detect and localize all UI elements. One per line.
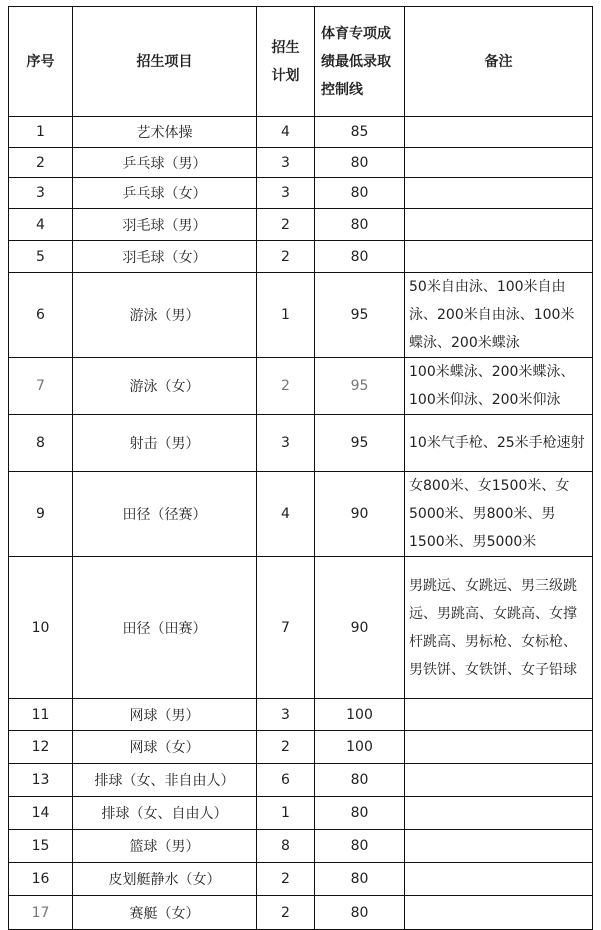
cell-score: 85 [315, 117, 405, 148]
cell-plan: 2 [257, 209, 315, 241]
cell-seq: 6 [9, 273, 73, 358]
cell-plan: 2 [257, 731, 315, 764]
cell-plan: 2 [257, 241, 315, 273]
cell-note [405, 797, 593, 830]
table-row [9, 797, 593, 830]
cell-plan: 3 [257, 699, 315, 731]
table-row [9, 148, 593, 178]
cell-seq: 11 [9, 699, 73, 731]
cell-score: 95 [315, 415, 405, 472]
table-row [9, 830, 593, 863]
cell-score: 90 [315, 472, 405, 557]
table-row [9, 557, 593, 699]
cell-seq: 7 [9, 358, 73, 415]
cell-seq: 12 [9, 731, 73, 764]
cell-seq: 2 [9, 148, 73, 178]
cell-plan: 4 [257, 472, 315, 557]
cell-score: 100 [315, 699, 405, 731]
cell-seq: 1 [9, 117, 73, 148]
header-project: 招生项目 [73, 7, 257, 117]
cell-seq: 17 [9, 896, 73, 930]
table-row [9, 764, 593, 797]
cell-seq: 4 [9, 209, 73, 241]
cell-note [405, 117, 593, 148]
cell-plan: 3 [257, 178, 315, 209]
cell-project: 乒乓球（女） [73, 178, 257, 209]
cell-note [405, 896, 593, 930]
cell-score: 80 [315, 797, 405, 830]
table-row [9, 358, 593, 415]
cell-plan: 6 [257, 764, 315, 797]
cell-project: 赛艇（女） [73, 896, 257, 930]
cell-project: 游泳（男） [73, 273, 257, 358]
cell-note [405, 148, 593, 178]
table-row [9, 415, 593, 472]
cell-score: 80 [315, 863, 405, 896]
header-note: 备注 [405, 7, 593, 117]
cell-project: 网球（女） [73, 731, 257, 764]
cell-plan: 3 [257, 148, 315, 178]
cell-score: 80 [315, 148, 405, 178]
cell-note: 女800米、女1500米、女5000米、男800米、男1500米、男5000米 [405, 472, 593, 557]
cell-project: 排球（女、自由人） [73, 797, 257, 830]
cell-score: 80 [315, 764, 405, 797]
cell-note [405, 764, 593, 797]
cell-plan: 2 [257, 358, 315, 415]
cell-note [405, 863, 593, 896]
cell-note: 10米气手枪、25米手枪速射 [405, 415, 593, 472]
cell-project: 艺术体操 [73, 117, 257, 148]
cell-seq: 14 [9, 797, 73, 830]
cell-project: 游泳（女） [73, 358, 257, 415]
cell-score: 80 [315, 178, 405, 209]
header-row [9, 7, 593, 117]
admission-table-container [8, 6, 593, 930]
cell-score: 95 [315, 273, 405, 358]
cell-plan: 4 [257, 117, 315, 148]
cell-project: 羽毛球（女） [73, 241, 257, 273]
cell-plan: 7 [257, 557, 315, 699]
cell-plan: 1 [257, 797, 315, 830]
cell-score: 90 [315, 557, 405, 699]
cell-project: 乒乓球（男） [73, 148, 257, 178]
cell-note [405, 731, 593, 764]
cell-seq: 10 [9, 557, 73, 699]
cell-project: 排球（女、非自由人） [73, 764, 257, 797]
cell-plan: 8 [257, 830, 315, 863]
cell-plan: 3 [257, 415, 315, 472]
cell-seq: 16 [9, 863, 73, 896]
header-plan: 招生计划 [257, 7, 315, 117]
cell-note [405, 241, 593, 273]
cell-seq: 15 [9, 830, 73, 863]
table-row [9, 896, 593, 930]
cell-note: 50米自由泳、100米自由泳、200米自由泳、100米蝶泳、200米蝶泳 [405, 273, 593, 358]
cell-score: 80 [315, 209, 405, 241]
table-row [9, 209, 593, 241]
cell-score: 80 [315, 241, 405, 273]
table-row [9, 699, 593, 731]
cell-seq: 13 [9, 764, 73, 797]
cell-score: 80 [315, 896, 405, 930]
table-row [9, 273, 593, 358]
cell-score: 100 [315, 731, 405, 764]
cell-plan: 1 [257, 273, 315, 358]
cell-seq: 5 [9, 241, 73, 273]
cell-note: 100米蝶泳、200米蝶泳、100米仰泳、200米仰泳 [405, 358, 593, 415]
cell-note [405, 830, 593, 863]
cell-score: 80 [315, 830, 405, 863]
cell-note [405, 699, 593, 731]
table-row [9, 241, 593, 273]
cell-score: 95 [315, 358, 405, 415]
table-row [9, 731, 593, 764]
table-row [9, 117, 593, 148]
cell-plan: 2 [257, 863, 315, 896]
header-seq: 序号 [9, 7, 73, 117]
cell-seq: 9 [9, 472, 73, 557]
cell-project: 射击（男） [73, 415, 257, 472]
cell-project: 篮球（男） [73, 830, 257, 863]
cell-note [405, 178, 593, 209]
cell-project: 田径（田赛） [73, 557, 257, 699]
cell-project: 羽毛球（男） [73, 209, 257, 241]
table-row [9, 178, 593, 209]
cell-plan: 2 [257, 896, 315, 930]
header-score: 体育专项成绩最低录取控制线 [315, 7, 405, 117]
cell-project: 网球（男） [73, 699, 257, 731]
cell-seq: 8 [9, 415, 73, 472]
cell-seq: 3 [9, 178, 73, 209]
cell-note [405, 209, 593, 241]
cell-project: 田径（径赛） [73, 472, 257, 557]
admission-table [8, 6, 593, 930]
cell-project: 皮划艇静水（女） [73, 863, 257, 896]
cell-note: 男跳远、女跳远、男三级跳远、男跳高、女跳高、女撑杆跳高、男标枪、女标枪、男铁饼、女铁饼、女子铅球 [405, 557, 593, 699]
table-row [9, 472, 593, 557]
table-row [9, 863, 593, 896]
